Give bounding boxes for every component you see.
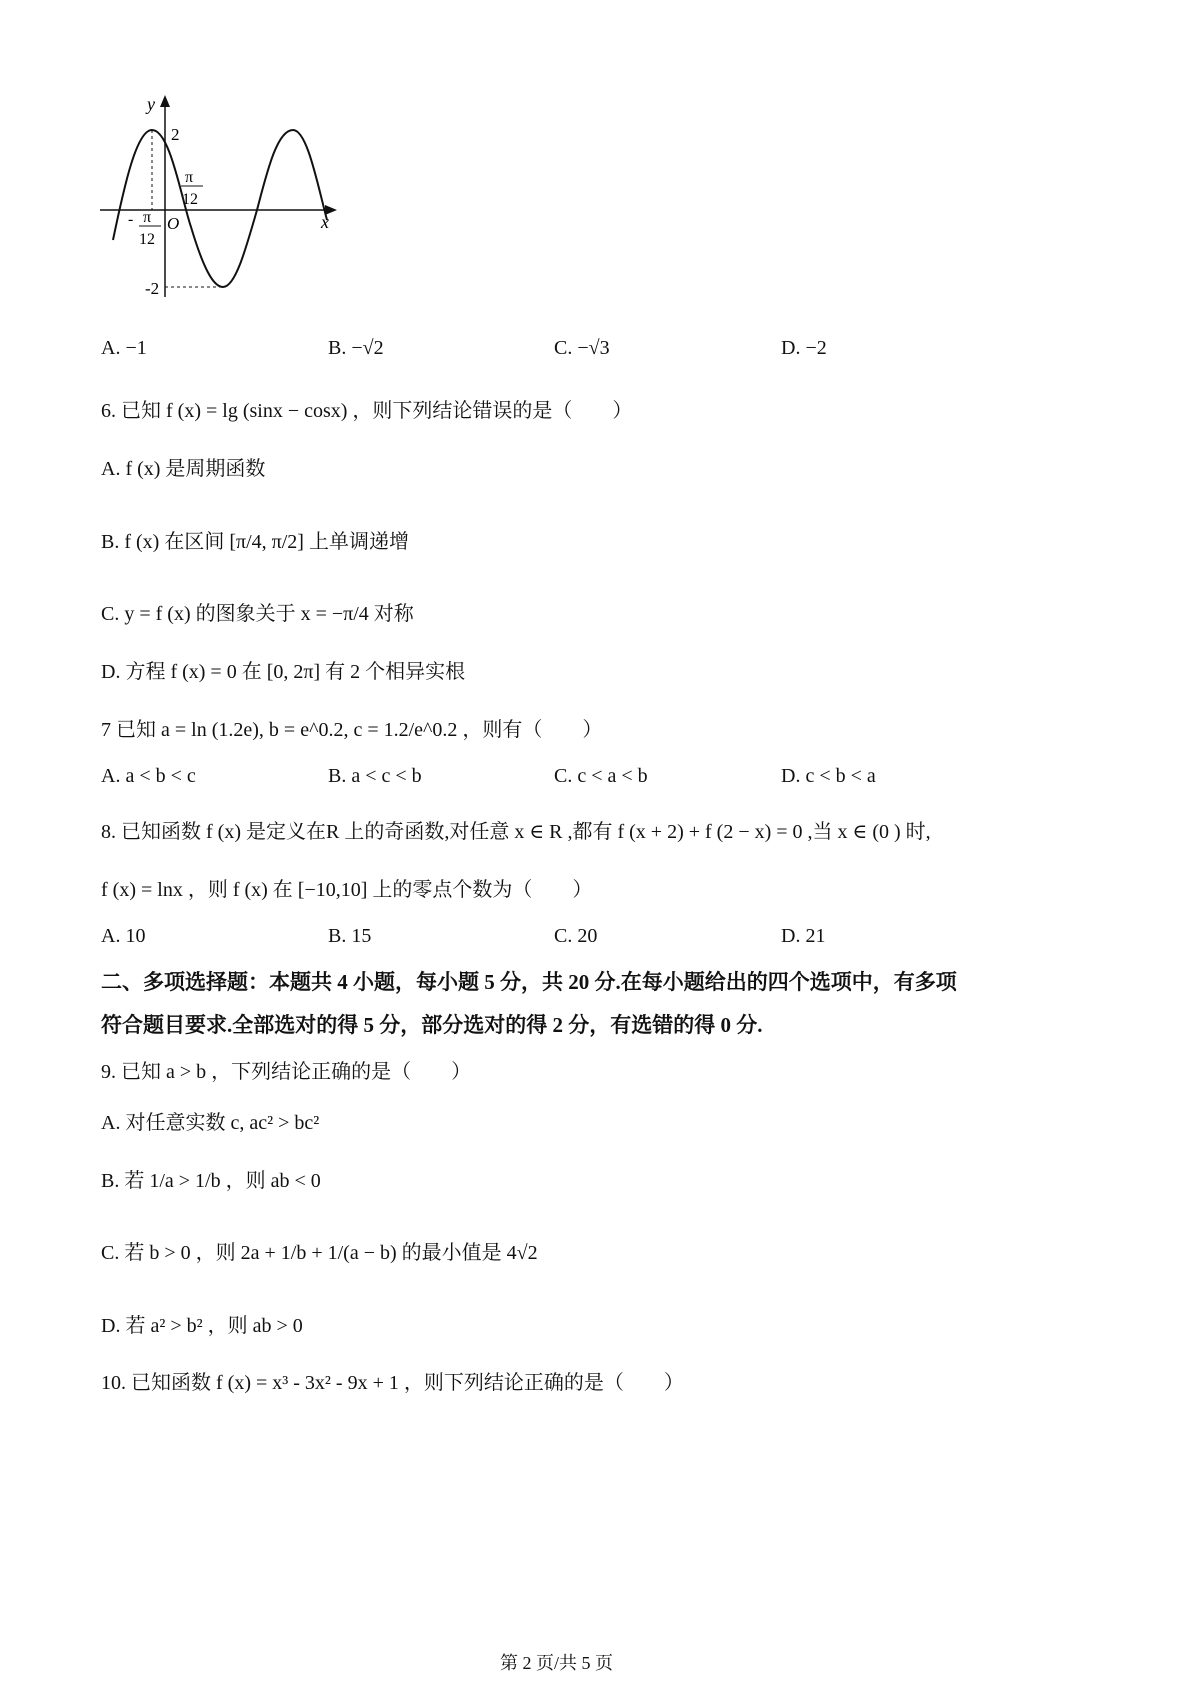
q5-option-c[interactable]: C. −√3 <box>554 337 610 359</box>
tick-right-denominator: 12 <box>182 191 198 208</box>
q7-option-a[interactable]: A. a < b < c <box>101 765 196 787</box>
q9-option-d[interactable]: D. 若 a² > b² ，则 ab > 0 <box>101 1315 303 1337</box>
q9-option-b[interactable]: B. 若 1/a > 1/b ，则 ab < 0 <box>101 1170 321 1192</box>
q10-stem: 10. 已知函数 f (x) = x³ - 3x² - 9x + 1 ，则下列结论正确的是（ ） <box>101 1372 684 1394</box>
q6-option-b[interactable]: B. f (x) 在区间 [π/4, π/2] 上单调递增 <box>101 531 409 553</box>
q7-option-b[interactable]: B. a < c < b <box>328 765 422 787</box>
q6-option-c[interactable]: C. y = f (x) 的图象关于 x = −π/4 对称 <box>101 603 414 625</box>
tick-left-numerator: π <box>143 209 152 226</box>
q8-option-a[interactable]: A. 10 <box>101 925 146 947</box>
q9-option-a[interactable]: A. 对任意实数 c, ac² > bc² <box>101 1112 320 1134</box>
y-min-label: -2 <box>145 279 160 298</box>
q7-stem: 7 已知 a = ln (1.2e), b = e^0.2, c = 1.2/e^0.2 ，则有（ ） <box>101 719 603 741</box>
q9-stem: 9. 已知 a > b ，下列结论正确的是（ ） <box>101 1061 472 1083</box>
q6-stem: 6. 已知 f (x) = lg (sinx − cosx) ，则下列结论错误的是（ ） <box>101 400 633 422</box>
q8-stem-line1: 8. 已知函数 f (x) 是定义在R 上的奇函数,对任意 x ∈ R ,都有 f (x + 2) + f (2 − x) = 0 ,当 x ∈ (0 ) 时, <box>101 821 931 843</box>
tick-left-denominator: 12 <box>139 231 155 248</box>
origin-label: O <box>167 214 180 233</box>
q5-option-d[interactable]: D. −2 <box>781 337 827 359</box>
q6-option-d[interactable]: D. 方程 f (x) = 0 在 [0, 2π] 有 2 个相异实根 <box>101 661 466 683</box>
y-axis-label: y <box>147 94 155 114</box>
q6-option-a[interactable]: A. f (x) 是周期函数 <box>101 458 266 480</box>
q8-option-b[interactable]: B. 15 <box>328 925 372 947</box>
q9-option-c[interactable]: C. 若 b > 0 ，则 2a + 1/b + 1/(a − b) 的最小值是 4√2 <box>101 1242 538 1264</box>
q8-stem-line2: f (x) = lnx ，则 f (x) 在 [−10,10] 上的零点个数为（ ） <box>101 879 593 901</box>
section2-heading-line2: 符合题目要求.全部选对的得 5 分，部分选对的得 2 分，有选错的得 0 分. <box>101 1013 763 1037</box>
q5-option-b[interactable]: B. −√2 <box>328 337 384 359</box>
q7-option-c[interactable]: C. c < a < b <box>554 765 648 787</box>
tick-left-sign: - <box>128 211 134 228</box>
section2-heading-line1: 二、多项选择题：本题共 4 小题，每小题 5 分，共 20 分.在每小题给出的四个选项中，有多项 <box>101 970 957 994</box>
page-footer: 第 2 页/共 5 页 <box>500 1653 614 1673</box>
y-axis-arrow-icon <box>160 95 170 107</box>
sine-graph <box>95 92 355 312</box>
q7-option-d[interactable]: D. c < b < a <box>781 765 876 787</box>
q5-option-a[interactable]: A. −1 <box>101 337 147 359</box>
q8-option-d[interactable]: D. 21 <box>781 925 826 947</box>
q8-option-c[interactable]: C. 20 <box>554 925 598 947</box>
y-max-label: 2 <box>171 125 180 144</box>
tick-right-numerator: π <box>185 169 194 186</box>
x-axis-label: x <box>321 212 329 232</box>
